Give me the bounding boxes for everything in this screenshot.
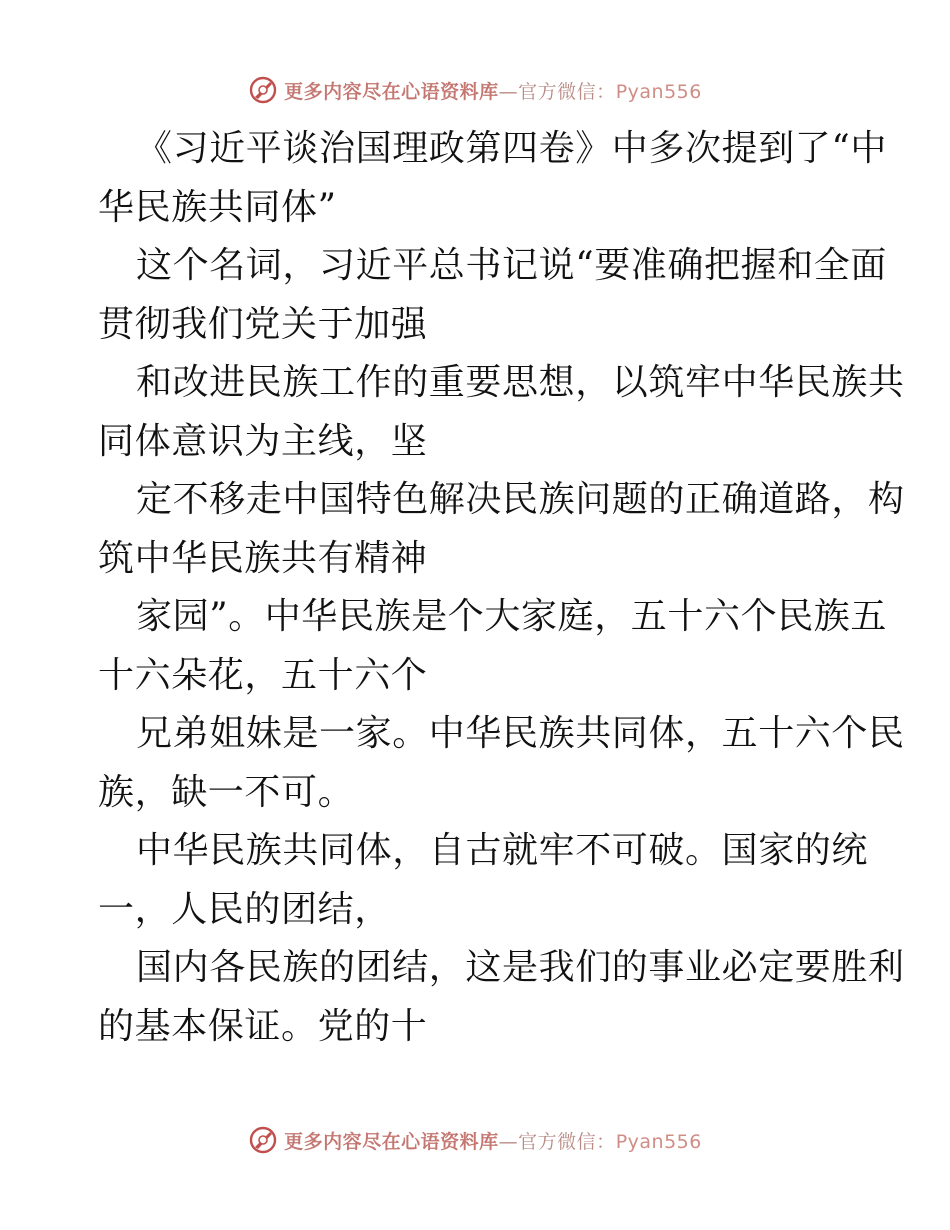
paragraph-line: 贯彻我们党关于加强	[98, 303, 428, 345]
paragraph-line: 华民族共同体”	[98, 186, 337, 228]
watermark-dash: —	[498, 1130, 519, 1153]
paragraph-line: 的基本保证。党的十	[98, 1005, 428, 1047]
paragraph-line: 和改进民族工作的重要思想，以筑牢中华民族共	[136, 362, 905, 403]
quill-logo-icon	[248, 1125, 278, 1155]
paragraph-line: 国内各民族的团结，这是我们的事业必定要胜利	[136, 947, 905, 988]
watermark-wechat-id: Pyan556	[615, 1130, 702, 1153]
paragraph-line: 同体意识为主线，坚	[98, 420, 428, 462]
quill-logo-icon	[248, 75, 278, 105]
watermark-main-text: 更多内容尽在心语资料库	[284, 80, 499, 103]
watermark-sub-text: 官方微信：	[518, 80, 616, 103]
document-body	[98, 120, 905, 1056]
paragraph-line: 定不移走中国特色解决民族问题的正确道路，构	[136, 479, 905, 520]
paragraph-line: 中华民族共同体，自古就牢不可破。国家的统	[136, 830, 869, 871]
paragraph-line: 一，人民的团结，	[98, 888, 391, 930]
watermark-dash: —	[498, 80, 519, 103]
paragraph-line: 兄弟姐妹是一家。中华民族共同体，五十六个民	[136, 713, 905, 754]
paragraph-line: 这个名词，习近平总书记说“要准确把握和全面	[136, 245, 888, 286]
watermark-wechat-id: Pyan556	[615, 80, 702, 103]
paragraph-line: 十六朵花，五十六个	[98, 654, 428, 696]
footer-watermark	[0, 1120, 950, 1160]
paragraph-line: 家园”。中华民族是个大家庭，五十六个民族五	[136, 596, 888, 637]
paragraph-line: 族，缺一不可。	[98, 771, 355, 813]
watermark-main-text: 更多内容尽在心语资料库	[284, 1130, 499, 1153]
paragraph-line: 《习近平谈治国理政第四卷》中多次提到了“中	[136, 128, 888, 169]
header-watermark	[0, 70, 950, 110]
watermark-sub-text: 官方微信：	[518, 1130, 616, 1153]
paragraph-line: 筑中华民族共有精神	[98, 537, 428, 579]
